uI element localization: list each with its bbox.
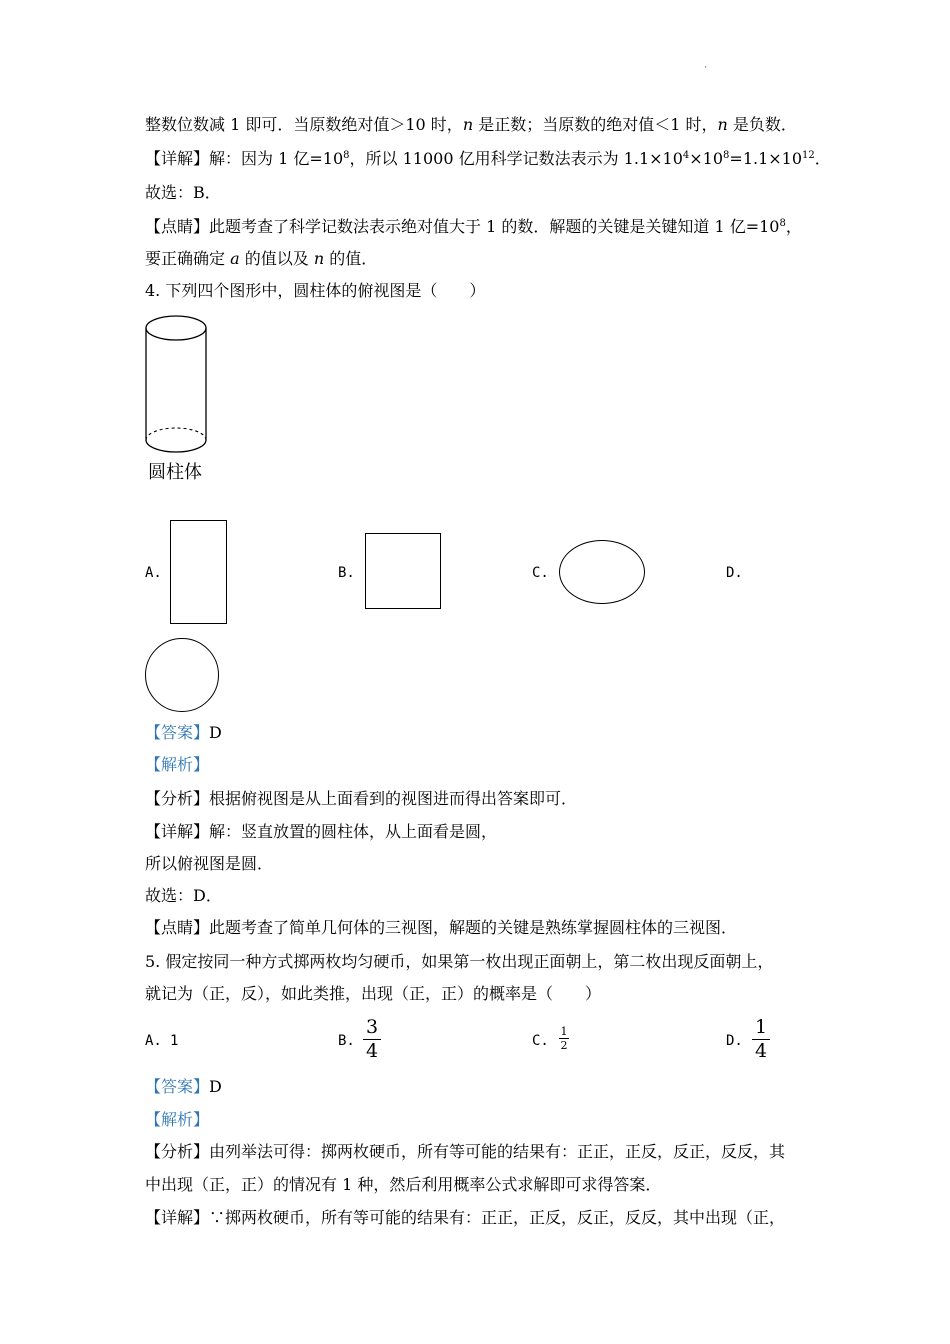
q5-option-c-label: C. <box>532 1033 549 1049</box>
denominator: 4 <box>365 1040 379 1062</box>
q5-fenxi-2: 中出现（正，正）的情况有 1 种，然后利用概率公式求解即可求得答案． <box>145 1175 662 1194</box>
q3-point: 【点睛】此题考查了科学记数法表示绝对值大于 1 的数．解题的关键是关键知道 1 亿$=10^8$， <box>145 217 802 236</box>
q5-stem-2: 就记为（正，反），如此类推，出现（正，正）的概率是（ ） <box>145 984 602 1003</box>
q4-option-c-ellipse <box>559 540 645 604</box>
header-dot: ' <box>705 66 707 73</box>
q4-detail: 【详解】解：竖直放置的圆柱体，从上面看是圆， <box>145 822 498 841</box>
q5-option-a-label: A. <box>145 1033 162 1049</box>
q4-option-a-label: A. <box>145 565 162 581</box>
q5-option-a-value: 1 <box>170 1033 179 1049</box>
q4-option-a-rectangle <box>170 520 227 624</box>
q5-option-c-fraction <box>559 1026 569 1051</box>
q4-option-d-circle <box>145 638 219 712</box>
q4-detail-2: 所以俯视图是圆． <box>145 854 274 873</box>
q4-fenxi: 【分析】根据俯视图是从上面看到的视图进而得出答案即可． <box>145 789 578 808</box>
denominator: 4 <box>754 1040 768 1062</box>
q5-detail: 【详解】∵掷两枚硬币，所有等可能的结果有：正正，正反，反正，反反，其中出现（正， <box>145 1208 786 1227</box>
q3-choose: 故选：B． <box>145 183 221 202</box>
q4-option-c-label: C. <box>532 565 549 581</box>
q5-option-b-fraction <box>363 1018 381 1061</box>
cylinder-figure <box>140 312 214 458</box>
q4-choose: 故选：D． <box>145 886 222 905</box>
q5-answer: 【答案】D <box>145 1077 222 1096</box>
q4-stem: 4. 下列四个图形中，圆柱体的俯视图是（ ） <box>145 281 486 300</box>
q3-line-1: 整数位数减 1 即可．当原数绝对值＞10 时，n 是正数；当原数的绝对值＜1 时，n 是负数． <box>145 115 797 134</box>
denominator: 2 <box>560 1039 568 1052</box>
q4-option-d-label: D. <box>726 565 743 581</box>
q3-detail: 【详解】解：因为 1 亿$=10^8$，所以 11000 亿用科学记数法表示为 $1.1\times 10^4\times 10^8=1.1\times 10^{12}$． <box>145 149 831 168</box>
q4-answer: 【答案】D <box>145 723 222 742</box>
q4-analysis-tag: 【解析】 <box>145 755 210 774</box>
numerator: 1 <box>560 1025 568 1038</box>
q5-analysis-tag: 【解析】 <box>145 1110 210 1129</box>
q5-option-d-label: D. <box>726 1033 743 1049</box>
numerator: 3 <box>365 1016 379 1038</box>
q4-point: 【点睛】此题考查了简单几何体的三视图，解题的关键是熟练掌握圆柱体的三视图． <box>145 918 738 937</box>
q4-option-b-label: B. <box>338 565 355 581</box>
q5-stem-1: 5. 假定按同一种方式掷两枚均匀硬币，如果第一枚出现正面朝上，第二枚出现反面朝上， <box>145 952 774 971</box>
q3-point-2: 要正确确定 a 的值以及 n 的值． <box>145 249 378 268</box>
q5-fenxi-1: 【分析】由列举法可得：掷两枚硬币，所有等可能的结果有：正正，正反，反正，反反，其 <box>145 1142 786 1161</box>
q5-option-d-fraction <box>752 1018 770 1061</box>
numerator: 1 <box>754 1016 768 1038</box>
cylinder-label: 圆柱体 <box>148 462 202 483</box>
q5-option-b-label: B. <box>338 1033 355 1049</box>
q4-option-b-square <box>365 533 441 609</box>
